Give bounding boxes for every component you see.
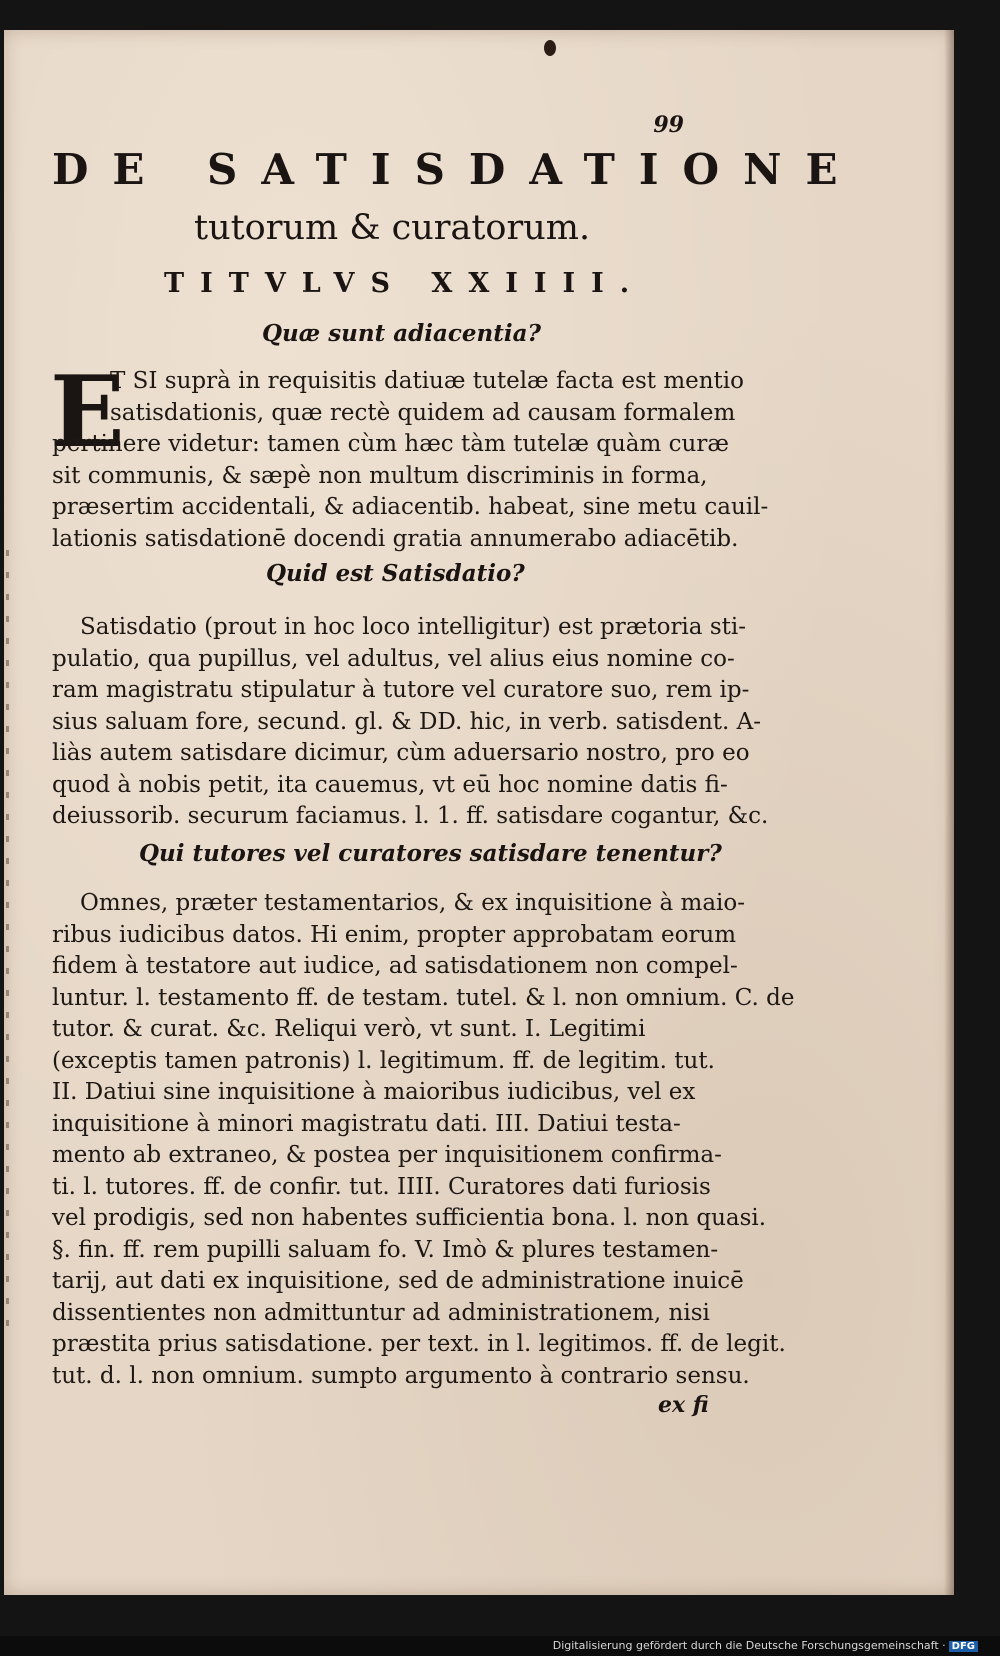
text-line: sit communis, & sæpè non multum discriminis in forma,: [52, 462, 708, 489]
text-line: Omnes, præter testamentarios, & ex inquisitione à maio-: [80, 890, 746, 916]
text-line: ram magistratu stipulatur à tutore vel curatore suo, rem ip-: [52, 677, 750, 703]
text-line: Satisdatio (prout in hoc loco intelligitur) est prætoria sti-: [80, 614, 746, 640]
catchword: ex fi: [658, 1392, 709, 1418]
text-line: §. fin. ff. rem pupilli saluam fo. V. Imò & plures testamen-: [52, 1236, 719, 1263]
question-satisdatio: Quid est Satisdatio?: [266, 560, 525, 587]
text-line: sius saluam fore, secund. gl. & DD. hic, in verb. satisdent. A-: [52, 708, 762, 735]
dfg-logo-icon: DFG: [949, 1641, 978, 1652]
text-line: vel prodigis, sed non habentes sufficientia bona. l. non quasi.: [52, 1205, 767, 1231]
text-line: ribus iudicibus datos. Hi enim, propter approbatam eorum: [52, 921, 737, 948]
question-qui-tutores: Qui tutores vel curatores satisdare tenentur?: [139, 840, 722, 867]
footer-credit-text: Digitalisierung gefördert durch die Deutsche Forschungsgemeinschaft ·: [552, 1639, 946, 1652]
page-subtitle: tutorum & curatorum.: [194, 208, 591, 248]
text-line: fidem à testatore aut iudice, ad satisdationem non compel-: [52, 953, 738, 979]
page-title: DE SATISDATIONE: [52, 145, 862, 194]
text-line: mento ab extraneo, & postea per inquisitionem confirma-: [52, 1142, 722, 1168]
footer-bar: [0, 1636, 1000, 1656]
text-line: inquisitione à minori magistratu dati. III. Datiui testa-: [52, 1110, 681, 1137]
drop-cap: E: [50, 355, 125, 470]
paragraph-satisdatio: [52, 612, 769, 833]
footer-credit: [553, 1639, 978, 1652]
question-adiacentia: Quæ sunt adiacentia?: [262, 320, 541, 347]
paragraph-qui-tutores: [52, 888, 795, 1392]
binding-marks: [6, 550, 9, 1330]
text-line: dissentientes non admittuntur ad administrationem, nisi: [52, 1299, 710, 1326]
text-line: (exceptis tamen patronis) l. legitimum. ff. de legitim. tut.: [52, 1047, 715, 1074]
text-line: ti. l. tutores. ff. de confir. tut. IIII. Curatores dati furiosis: [52, 1173, 711, 1200]
text-line: pertinere videtur: tamen cùm hæc tàm tutelæ quàm curæ: [52, 431, 729, 457]
text-line: satisdationis, quæ rectè quidem ad causam formalem: [110, 399, 736, 426]
text-line: II. Datiui sine inquisitione à maioribus iudicibus, vel ex: [52, 1079, 696, 1105]
text-line: liàs autem satisdare dicimur, cùm aduersario nostro, pro eo: [52, 740, 750, 766]
text-line: luntur. l. testamento ff. de testam. tutel. & l. non omnium. C. de: [52, 984, 795, 1011]
text-line: tutor. & curat. &c. Reliqui verò, vt sunt. I. Legitimi: [52, 1016, 646, 1042]
page-edge-shadow: [944, 30, 954, 1595]
book-page: [4, 30, 954, 1595]
text-line: T SI suprà in requisitis datiuæ tutelæ facta est mentio: [110, 368, 745, 394]
text-line: quod à nobis petit, ita cauemus, vt eū hoc nomine datis fi-: [52, 771, 728, 798]
text-line: lationis satisdationē docendi gratia annumerabo adiacētib.: [52, 525, 739, 552]
text-line: tut. d. l. non omnium. sumpto argumento à contrario sensu.: [52, 1362, 750, 1389]
titulus-heading: TITVLVS XXIIII.: [164, 268, 646, 299]
text-line: præsertim accidentali, & adiacentib. habeat, sine metu cauil-: [52, 494, 769, 520]
paragraph-adiacentia: [50, 355, 769, 555]
text-line: tarij, aut dati ex inquisitione, sed de administratione inuicē: [52, 1268, 744, 1294]
text-line: præstita prius satisdatione. per text. in l. legitimos. ff. de legit.: [52, 1331, 786, 1357]
page-number: 99: [653, 112, 684, 138]
ink-spot: [544, 40, 556, 56]
text-line: pulatio, qua pupillus, vel adultus, vel alius eius nomine co-: [52, 645, 735, 672]
text-line: deiussorib. securum faciamus. l. 1. ff. satisdare cogantur, &c.: [52, 803, 769, 829]
